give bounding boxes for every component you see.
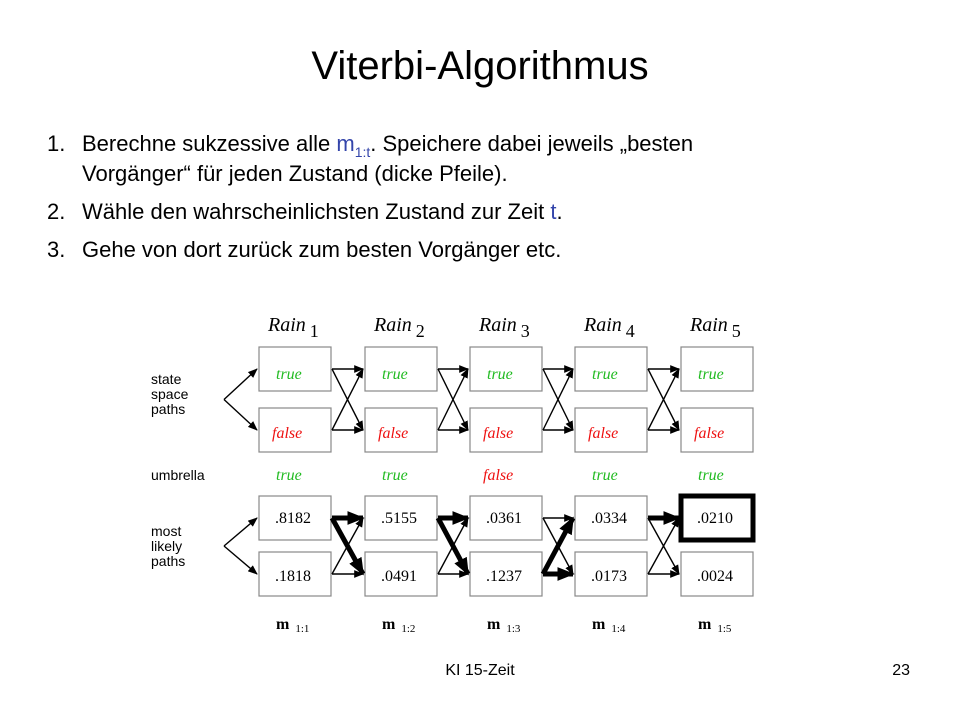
time-label-rain-1: Rain 1 bbox=[268, 314, 319, 341]
bullet-text: Berechne sukzessive alle bbox=[82, 131, 337, 156]
m-label-2: m 1:2 bbox=[382, 616, 416, 635]
state-label-true: true bbox=[487, 366, 513, 383]
page-number: 23 bbox=[892, 662, 910, 679]
time-label-rain-3: Rain 3 bbox=[479, 314, 530, 341]
bullet-number: 1. bbox=[47, 131, 66, 156]
prior-arrow-path-false bbox=[224, 546, 257, 574]
message-value-true: .5155 bbox=[381, 510, 417, 527]
variable-m: $m_{1:t}$ bbox=[336, 131, 371, 160]
bullet-text-line2: Vorgänger“ für jeden Zustand (dicke Pfeile). bbox=[82, 161, 508, 186]
bullet-text: . bbox=[556, 199, 563, 224]
m-label-3: m 1:3 bbox=[487, 616, 521, 635]
time-label-rain-5: Rain 5 bbox=[690, 314, 741, 341]
bullet-text: Wähle den wahrscheinlichsten Zustand zur Zeit bbox=[82, 199, 551, 224]
umbrella-evidence-1: true bbox=[276, 467, 302, 484]
state-label-false: false bbox=[272, 425, 303, 442]
message-value-false: .0024 bbox=[697, 568, 733, 585]
slide-title: Viterbi-Algorithmus bbox=[311, 44, 649, 88]
message-value-false: .1818 bbox=[275, 568, 311, 585]
state-label-false: false bbox=[483, 425, 514, 442]
state-label-false: false bbox=[378, 425, 409, 442]
time-label-rain-4: Rain 4 bbox=[584, 314, 635, 341]
message-value-true: .0334 bbox=[591, 510, 627, 527]
prior-arrow-state-false bbox=[224, 400, 257, 431]
message-value-true: .8182 bbox=[275, 510, 311, 527]
state-label-true: true bbox=[382, 366, 408, 383]
state-label-true: true bbox=[276, 366, 302, 383]
state-label-true: true bbox=[698, 366, 724, 383]
message-value-false: .1237 bbox=[486, 568, 522, 585]
message-value-true: .0210 bbox=[697, 510, 733, 527]
m-label-1: m 1:1 bbox=[276, 616, 310, 635]
state-label-false: false bbox=[588, 425, 619, 442]
bullet-number: 3. bbox=[47, 237, 66, 262]
prior-arrow-path-true bbox=[224, 518, 257, 546]
umbrella-evidence-4: true bbox=[592, 467, 618, 484]
message-value-false: .0491 bbox=[381, 568, 417, 585]
bullet-text: Gehe von dort zurück zum besten Vorgänger etc. bbox=[82, 237, 562, 262]
message-value-false: .0173 bbox=[591, 568, 627, 585]
footer-course: KI 15-Zeit bbox=[445, 662, 515, 679]
row-label-most-likely-paths: most likely paths bbox=[151, 523, 186, 569]
message-value-true: .0361 bbox=[486, 510, 522, 527]
bullet-text: . Speichere dabei jeweils „besten bbox=[370, 131, 694, 156]
state-label-true: true bbox=[592, 366, 618, 383]
time-label-rain-2: Rain 2 bbox=[374, 314, 425, 341]
state-label-false: false bbox=[694, 425, 725, 442]
m-label-5: m 1:5 bbox=[698, 616, 732, 635]
row-label-state-space-paths: state space paths bbox=[151, 371, 189, 417]
prior-arrow-state-true bbox=[224, 369, 257, 400]
variable-t: t bbox=[550, 199, 557, 224]
umbrella-evidence-5: true bbox=[698, 467, 724, 484]
bullet-number: 2. bbox=[47, 199, 66, 224]
umbrella-evidence-3: false bbox=[483, 467, 514, 484]
row-label-umbrella: umbrella bbox=[151, 467, 205, 483]
umbrella-evidence-2: true bbox=[382, 467, 408, 484]
m-label-4: m 1:4 bbox=[592, 616, 626, 635]
